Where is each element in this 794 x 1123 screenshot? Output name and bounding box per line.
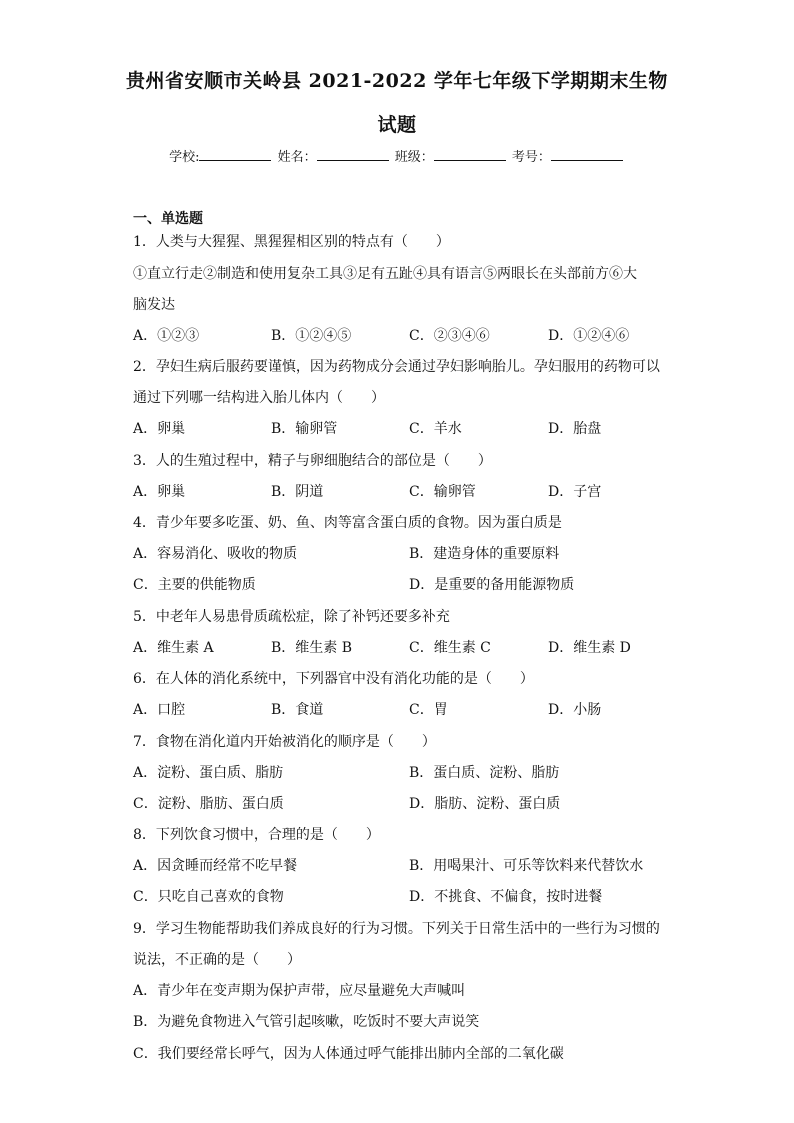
question-2-stem-line2: 通过下列哪一结构进入胎儿体内（ ）	[133, 390, 385, 406]
question-6-option-b: B．食道	[271, 702, 324, 718]
name-label: 姓名：	[277, 150, 317, 165]
question-3-option-b: B．阴道	[271, 484, 324, 500]
number-label: 考号：	[511, 150, 551, 165]
question-1-option-b: B．①②④⑤	[271, 328, 352, 344]
school-blank	[199, 148, 271, 161]
question-5-option-d: D．维生素 D	[548, 640, 631, 656]
question-6-option-c: C．胃	[409, 702, 448, 718]
exam-title-line1: 贵州省安顺市关岭县 2021-2022 学年七年级下学期期末生物	[126, 70, 668, 92]
question-4-option-a: A．容易消化、吸收的物质	[133, 546, 298, 562]
class-label: 班级：	[394, 150, 434, 165]
question-2-option-d: D．胎盘	[548, 421, 602, 437]
question-3-option-d: D．子宫	[548, 484, 602, 500]
question-2-option-c: C．羊水	[409, 421, 462, 437]
question-5-option-c: C．维生素 C	[409, 640, 491, 656]
question-2-stem-line1: 2．孕妇生病后服药要谨慎，因为药物成分会通过孕妇影响胎儿。孕妇服用的药物可以	[133, 359, 660, 375]
question-3-option-c: C．输卵管	[409, 484, 476, 500]
question-7-option-d: D．脂肪、淀粉、蛋白质	[409, 796, 561, 812]
question-6-stem: 6．在人体的消化系统中，下列器官中没有消化功能的是（ ）	[133, 671, 534, 687]
question-4-option-d: D．是重要的备用能源物质	[409, 577, 575, 593]
name-blank	[317, 148, 389, 161]
number-blank	[551, 148, 623, 161]
question-5-stem: 5．中老年人易患骨质疏松症，除了补钙还要多补充	[133, 609, 450, 625]
school-label: 学校:	[169, 150, 200, 165]
question-9-option-a: A．青少年在变声期为保护声带，应尽量避免大声喊叫	[133, 983, 466, 999]
question-5-option-b: B．维生素 B	[271, 640, 353, 656]
student-info-row	[0, 146, 794, 165]
question-2-option-a: A．卵巢	[133, 421, 186, 437]
question-6-option-d: D．小肠	[548, 702, 602, 718]
question-1-stem-line3: 脑发达	[133, 297, 175, 313]
question-1-stem-line2: ①直立行走②制造和使用复杂工具③足有五趾④具有语言⑤两眼长在头部前方⑥大	[133, 266, 637, 282]
question-8-option-c: C．只吃自己喜欢的食物	[133, 889, 284, 905]
question-8-option-a: A．因贪睡而经常不吃早餐	[133, 858, 298, 874]
question-8-option-d: D．不挑食、不偏食，按时进餐	[409, 889, 603, 905]
class-blank	[434, 148, 506, 161]
question-4-stem: 4．青少年要多吃蛋、奶、鱼、肉等富含蛋白质的食物。因为蛋白质是	[133, 515, 562, 531]
question-9-stem-line1: 9．学习生物能帮助我们养成良好的行为习惯。下列关于日常生活中的一些行为习惯的	[133, 921, 660, 937]
question-9-stem-line2: 说法，不正确的是（ ）	[133, 952, 301, 968]
question-1-stem-line1: 1．人类与大猩猩、黑猩猩相区别的特点有（ ）	[133, 234, 450, 250]
question-4-option-b: B．建造身体的重要原料	[409, 546, 560, 562]
question-7-option-c: C．淀粉、脂肪、蛋白质	[133, 796, 284, 812]
question-3-stem: 3．人的生殖过程中，精子与卵细胞结合的部位是（ ）	[133, 453, 492, 469]
question-7-option-a: A．淀粉、蛋白质、脂肪	[133, 765, 284, 781]
question-5-option-a: A．维生素 A	[133, 640, 214, 656]
question-1-option-c: C．②③④⑥	[409, 328, 490, 344]
question-2-option-b: B．输卵管	[271, 421, 338, 437]
question-7-option-b: B．蛋白质、淀粉、脂肪	[409, 765, 560, 781]
question-7-stem: 7．食物在消化道内开始被消化的顺序是（ ）	[133, 734, 436, 750]
question-1-option-a: A．①②③	[133, 328, 200, 344]
question-8-stem: 8．下列饮食习惯中，合理的是（ ）	[133, 827, 380, 843]
question-6-option-a: A．口腔	[133, 702, 186, 718]
question-1-option-d: D．①②④⑥	[548, 328, 630, 344]
question-9-option-c: C．我们要经常长呼气，因为人体通过呼气能排出肺内全部的二氧化碳	[133, 1046, 564, 1062]
question-8-option-b: B．用喝果汁、可乐等饮料来代替饮水	[409, 858, 644, 874]
question-4-option-c: C．主要的供能物质	[133, 577, 256, 593]
section-heading: 一、单选题	[133, 211, 203, 227]
exam-title-line2: 试题	[377, 114, 417, 136]
question-9-option-b: B．为避免食物进入气管引起咳嗽，吃饭时不要大声说笑	[133, 1014, 480, 1030]
question-3-option-a: A．卵巢	[133, 484, 186, 500]
